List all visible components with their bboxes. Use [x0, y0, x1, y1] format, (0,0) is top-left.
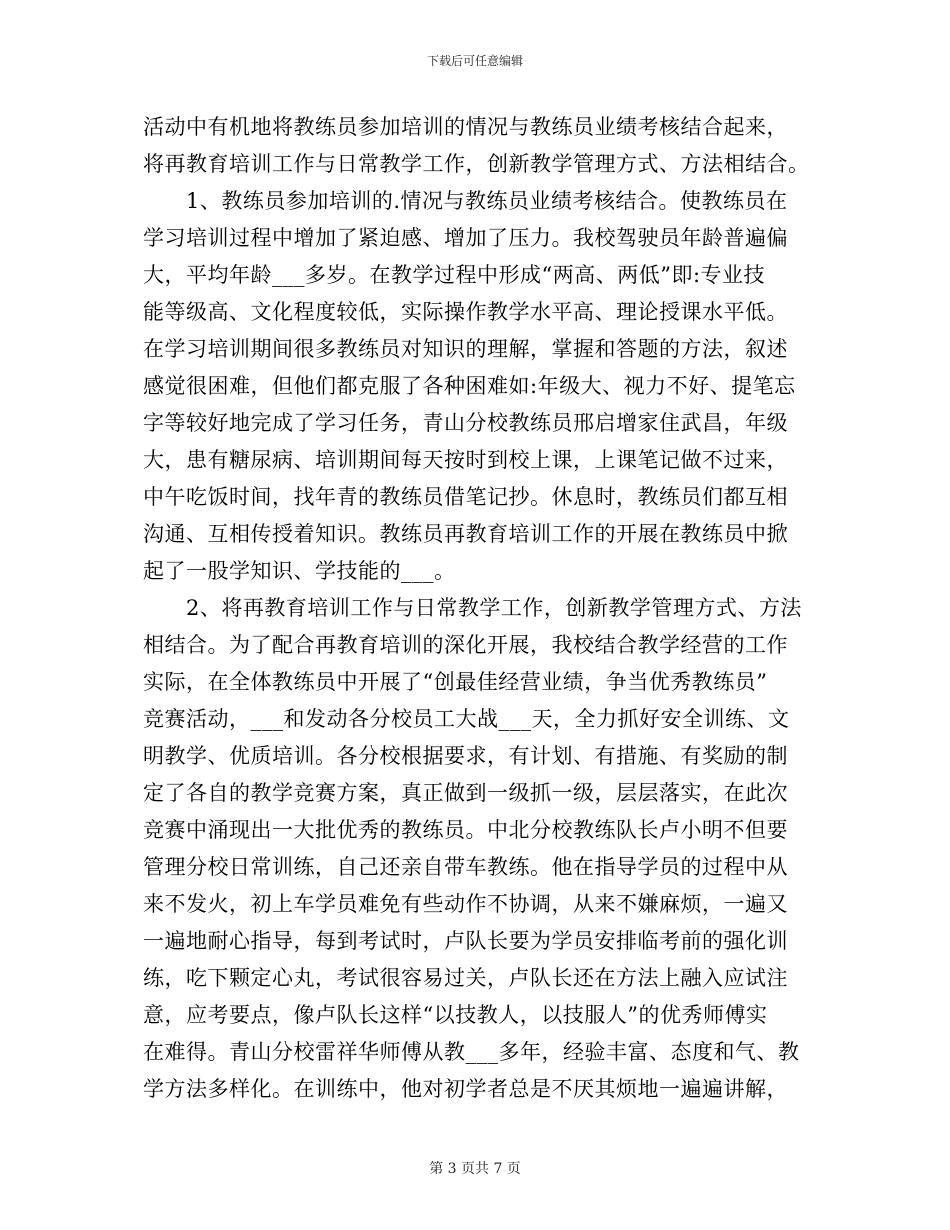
body-line: 明教学、优质培训。各分校根据要求，有计划、有措施、有奖励的制 [143, 744, 788, 768]
body-line: 大，患有糖尿病、培训期间每天按时到校上课，上课笔记做不过来， [143, 448, 788, 472]
body-line: 在难得。青山分校雷祥华师傅从教___多年，经验丰富、态度和气、教 [143, 1040, 800, 1064]
body-line: 学习培训过程中增加了紧迫感、增加了压力。我校驾驶员年龄普遍偏 [143, 226, 788, 250]
body-line: 一遍地耐心指导，每到考试时，卢队长要为学员安排临考前的强化训 [143, 929, 788, 953]
body-line: 活动中有机地将教练员参加培训的情况与教练员业绩考核结合起来， [143, 115, 788, 139]
page-header: 下载后可任意编辑 [426, 54, 523, 68]
body-line: 竞赛活动，___和发动各分校员工大战___天，全力抓好安全训练、文 [143, 707, 790, 731]
body-line: 相结合。为了配合再教育培训的深化开展，我校结合教学经营的工作 [143, 633, 788, 657]
body-line: 定了各自的教学竞赛方案，真正做到一级抓一级，层层落实，在此次 [143, 781, 788, 805]
body-line: 在学习培训期间很多教练员对知识的理解，掌握和答题的方法，叙述 [143, 337, 788, 361]
body-line: 1、教练员参加培训的.情况与教练员业绩考核结合。使教练员在 [186, 189, 788, 213]
body-line: 来不发火，初上车学员难免有些动作不协调，从来不嫌麻烦，一遍又 [143, 892, 788, 916]
body-line: 管理分校日常训练，自己还亲自带车教练。他在指导学员的过程中从 [143, 855, 788, 879]
body-line: 意，应考要点，像卢队长这样“以技教人，以技服人”的优秀师傅实 [143, 1003, 768, 1027]
body-line: 练，吃下颗定心丸，考试很容易过关，卢队长还在方法上融入应试注 [143, 966, 788, 990]
body-line: 将再教育培训工作与日常教学工作，创新教学管理方式、方法相结合。 [143, 152, 810, 176]
body-line: 起了一股学知识、学技能的___。 [143, 559, 456, 583]
body-line: 感觉很困难，但他们都克服了各种困难如:年级大、视力不好、提笔忘 [143, 374, 796, 398]
body-line: 实际，在全体教练员中开展了“创最佳经营业绩，争当优秀教练员” [143, 670, 768, 694]
page-footer: 第 3 页共 7 页 [429, 1161, 521, 1177]
body-line: 2、将再教育培训工作与日常教学工作，创新教学管理方式、方法 [186, 596, 802, 620]
body-line: 能等级高、文化程度较低，实际操作教学水平高、理论授课水平低。 [143, 300, 788, 324]
body-line: 中午吃饭时间，找年青的教练员借笔记抄。休息时，教练员们都互相 [143, 485, 788, 509]
body-line: 学方法多样化。在训练中，他对初学者总是不厌其烦地一遍遍讲解， [143, 1077, 788, 1101]
body-line: 字等较好地完成了学习任务，青山分校教练员邢启增家住武昌，年级 [143, 411, 788, 435]
body-line: 竞赛中涌现出一大批优秀的教练员。中北分校教练队长卢小明不但要 [143, 818, 788, 842]
body-line: 大，平均年龄___多岁。在教学过程中形成“两高、两低”即:专业技 [143, 263, 766, 287]
body-line: 沟通、互相传授着知识。教练员再教育培训工作的开展在教练员中掀 [143, 522, 788, 546]
